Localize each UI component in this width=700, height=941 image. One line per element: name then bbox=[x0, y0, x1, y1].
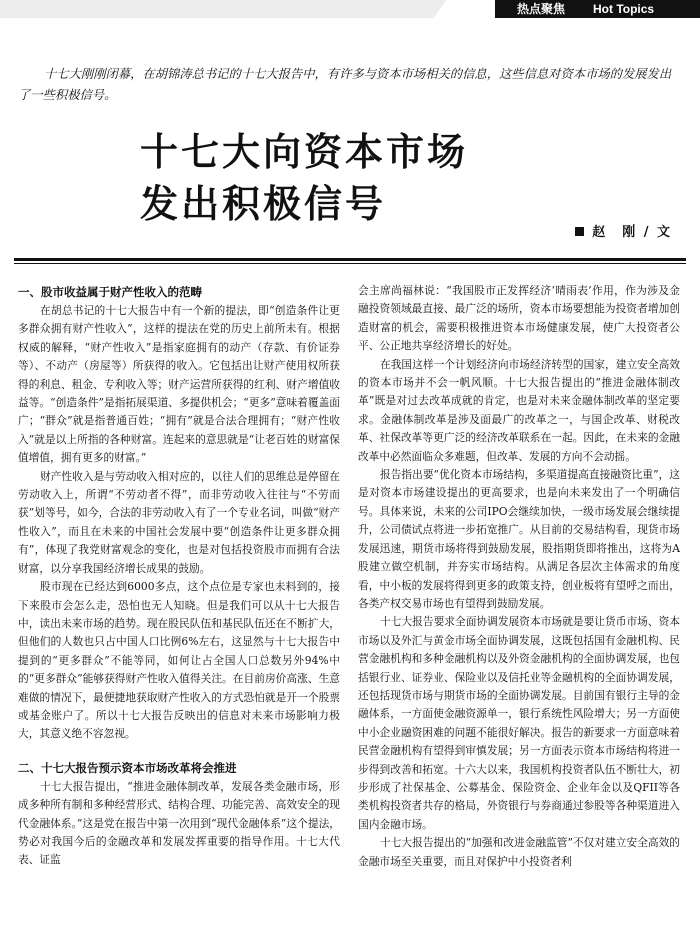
divider-thick bbox=[14, 258, 686, 261]
byline-text: 赵 刚 / 文 bbox=[592, 225, 672, 240]
divider-thin bbox=[14, 263, 686, 264]
paragraph: 在胡总书记的十七大报告中有一个新的提法，即“创造条件让更多群众拥有财产性收入”，这样的提法在党的历史上前所未有。根据权威的解释，“财产性收入”是指家庭拥有的动产（存款、有价证券等）、不动产（房屋等）所获得的收入。它包括出让财产使用权所获得的利息、租金、专利收入等；财产运营所获得的红利、财产增值收益等。“创造条件”是指拓展渠道、多提供机会；“更多”意味着覆盖面广；“群众”就是指普通百姓；“拥有”就是合法合理拥有；“财产性收入”就是以上所指的各种财富。连起来的意思就是“让老百姓的财富保值增值，拥有更多的财富。” bbox=[18, 304, 340, 465]
section-2-heading: 二、十七大报告预示资本市场改革将会推进 bbox=[18, 760, 237, 775]
paragraph: 财产性收入是与劳动收入相对应的，以往人们的思维总是停留在劳动收入上，所谓“不劳动者不得”，而非劳动收入往往与“不劳而获”划等号，如今，合法的非劳动收入有了一个专业名词，叫做“财产性收入”，而且在未来的中国社会发展中要“创造条件让更多群众拥有”，体现了我党财富观念的变化，也是对包括投资股市而拥有合法财富，以分享我国经济增长成果的鼓励。 bbox=[18, 469, 340, 575]
title-line-1: 十七大向资本市场 bbox=[140, 130, 469, 174]
title-line-2: 发出积极信号 bbox=[140, 182, 387, 226]
paragraph: 十七大报告提出，“推进金融体制改革，发展各类金融市场，形成多种所有制和多种经营形式、结构合理、功能完善、高效安全的现代金融体系。”这是党在报告中第一次用到“现代金融体系”这个提法，势必对我国今后的金融改革和发展发挥重要的指导作用。十七大代表、证监 bbox=[18, 779, 340, 867]
right-column bbox=[358, 282, 680, 871]
paragraph: 十七大报告提出的“加强和改进金融监管”不仅对建立安全高效的金融市场至关重要，而且对保护中小投资者利 bbox=[358, 836, 680, 868]
section-1-heading: 一、股市收益属于财产性收入的范畴 bbox=[18, 285, 202, 299]
paragraph: 股市现在已经达到6000多点，这个点位是专家也未料到的，接下来股市会怎么走，恐怕也无人知晓。但是我们可以从十七大报告中，读出未来市场的趋势。现在股民队伍和基民队伍还在不断扩大，但他们的人数也只占中国人口比例6%左右，这显然与十七大报告中提到的“更多群众”不能等同，如何让占全国人口总数另外94%中的“更多群众”能够获得财产性收入值得关注。在目前房价高涨、生意难做的情况下，最便捷地获取财产性收入的方式恐怕就是开一个股票或基金账户了。所以十七大报告反映出的信息对未来市场影响力极大，其意义绝不容忽视。 bbox=[18, 580, 340, 741]
left-column bbox=[18, 282, 340, 870]
article-lede: 十七大刚刚闭幕，在胡锦涛总书记的十七大报告中，有许多与资本市场相关的信息，这些信息对资本市场的发展发出了一些积极信号。 bbox=[18, 67, 672, 102]
section-label-cn: 热点聚焦 bbox=[517, 2, 566, 16]
paragraph: 报告指出要“优化资本市场结构，多渠道提高直接融资比重”，这是对资本市场建设提出的更高要求，也是向未来发出了一个明确信号。具体来说，未来的公司IPO会继续加快，一级市场发展会继续提升，公司债试点将进一步拓宽推广。从目前的交易结构看，现货市场发展迅速，期货市场将得到鼓励发展，股指期货即将推出，这将为A股建立做空机制，并夯实市场结构。从满足各层次主体需求的角度看，中小板的发展将得到更多的政策支持，创业板将有望呼之而出，各类产权交易市场也有望得到鼓励发展。 bbox=[358, 468, 680, 610]
byline-square-icon bbox=[575, 227, 584, 236]
paragraph: 十七大报告要求全面协调发展资本市场就是要让货币市场、资本市场以及外汇与黄金市场全面协调发展，这既包括国有金融机构、民营金融机构和多种金融机构以及外资金融机构的全面协调发展，也包括银行业、证券业、保险业以及信托业等金融机构的全面协调发展，还包括现货市场与期货市场的全面协调发展。目前国有银行主导的金融体系，一方面使金融资源单一，银行系统性风险增大；另一方面使中小企业融资困难的问题不能很好解决。报告的新要求一方面意味着民营金融机构有望得到审慎发展；另一方面表示资本市场结构将进一步得到改善和拓宽。十六大以来，我国机构投资者队伍不断壮大，初步形成了社保基金、公募基金、保险资金、企业年金以及QFII等各类机构投资者共存的格局，外资银行与券商通过参股等各种渠道进入国内金融市场。 bbox=[358, 615, 680, 831]
section-label-en: Hot Topics bbox=[593, 2, 655, 16]
byline bbox=[575, 221, 672, 240]
section-header-bar bbox=[0, 0, 700, 18]
section-label bbox=[495, 0, 700, 18]
paragraph: 在我国这样一个计划经济向市场经济转型的国家，建立安全高效的资本市场并不会一帆风顺。十七大报告提出的“推进金融体制改革”既是对过去改革成就的肯定，也是对未来金融体制改革的坚定要求。金融体制改革是涉及面最广的改革之一，与国企改革、财税改革、社保改革等更广泛的经济改革联系在一起。因此，在未来的金融改革中必然面临众多难题，但改革、发展的方向不会动摇。 bbox=[358, 357, 680, 463]
article-title bbox=[140, 126, 610, 230]
paragraph-continued: 会主席尚福林说：“我国股市正发挥经济‘晴雨表’作用，作为涉及金融投资领域最直接、最广泛的场所，资本市场要想能为投资者增加创造财富的机会，需要积极推进资本市场健康发展，使广大投资者公平、公正地共享经济增长的好处。 bbox=[358, 284, 680, 353]
